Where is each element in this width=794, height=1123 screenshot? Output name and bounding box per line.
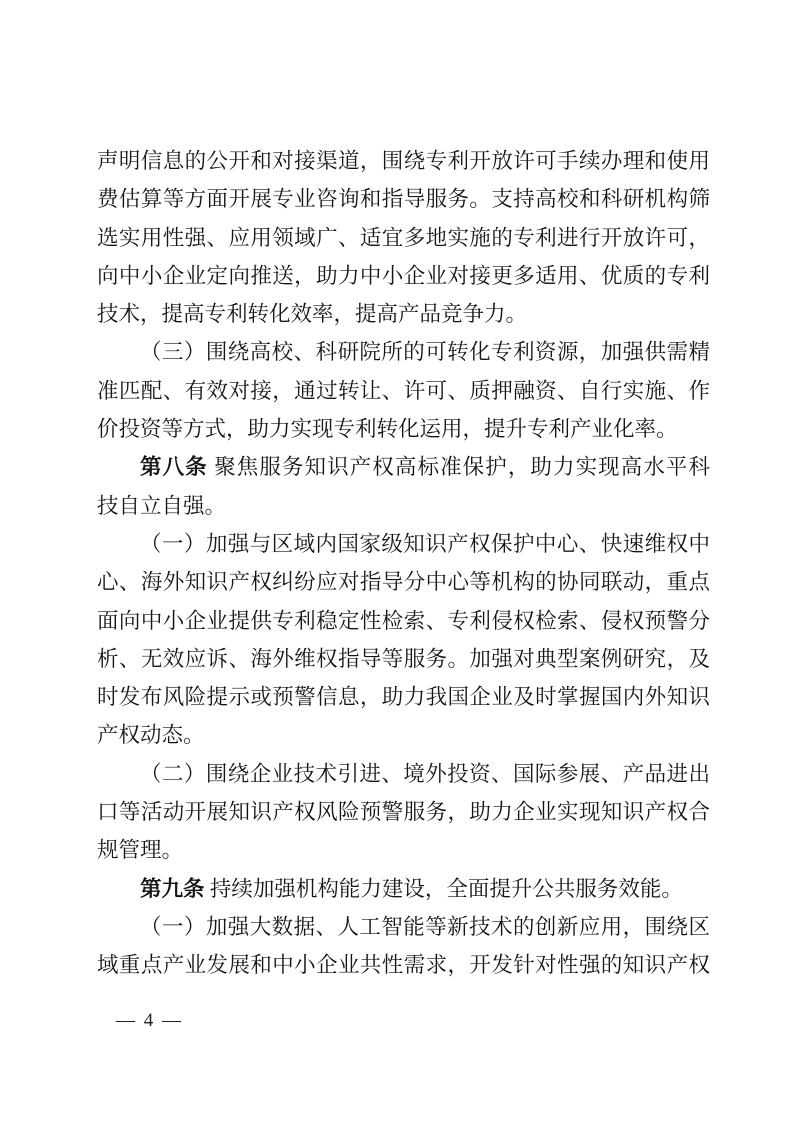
text-run: 技术，提高专利转化效率，提高产品竞争力。	[97, 302, 528, 327]
text-run: （三）围绕高校、科研院所的可转化专利资源，加强供需精	[140, 340, 710, 365]
text-run: 时发布风险提示或预警信息，助力我国企业及时掌握国内外知识	[97, 685, 710, 710]
text-run: 析、无效应诉、海外维权指导等服务。加强对典型案例研究，及	[97, 646, 710, 671]
document-line	[97, 563, 710, 601]
document-line	[97, 831, 710, 869]
document-line	[97, 487, 710, 525]
text-run: （一）加强大数据、人工智能等新技术的创新应用，围绕区	[140, 914, 710, 939]
document-line	[97, 180, 710, 218]
text-run: 产权动态。	[97, 723, 205, 748]
text-run: 技自立自强。	[97, 493, 227, 518]
article-heading: 第九条	[140, 876, 205, 901]
document-line	[97, 257, 710, 295]
document-line	[97, 410, 710, 448]
document-line	[97, 793, 710, 831]
document-line	[97, 142, 710, 180]
document-line	[97, 448, 710, 486]
text-run: 聚焦服务知识产权高标准保护，助力实现高水平科	[207, 455, 710, 480]
article-heading: 第八条	[140, 455, 208, 480]
document-line	[97, 678, 710, 716]
text-run: 选实用性强、应用领域广、适宜多地实施的专利进行开放许可，	[97, 225, 710, 250]
document-line	[97, 525, 710, 563]
document-line	[97, 602, 710, 640]
text-run: 向中小企业定向推送，助力中小企业对接更多适用、优质的专利	[97, 263, 710, 288]
text-run: （一）加强与区域内国家级知识产权保护中心、快速维权中	[140, 531, 710, 556]
document-line	[97, 716, 710, 754]
document-line	[97, 870, 710, 908]
document-body	[97, 142, 710, 985]
document-line	[97, 755, 710, 793]
text-run: 费估算等方面开展专业咨询和指导服务。支持高校和科研机构筛	[97, 187, 710, 212]
text-run: 域重点产业发展和中小企业共性需求，开发针对性强的知识产权	[97, 953, 710, 978]
document-line	[97, 908, 710, 946]
text-run: （二）围绕企业技术引进、境外投资、国际参展、产品进出	[140, 761, 710, 786]
document-line	[97, 333, 710, 371]
document-line	[97, 640, 710, 678]
document-line	[97, 219, 710, 257]
text-run: 价投资等方式，助力实现专利转化运用，提升专利产业化率。	[97, 417, 678, 442]
text-run: 声明信息的公开和对接渠道，围绕专利开放许可手续办理和使用	[97, 149, 710, 173]
document-line	[97, 372, 710, 410]
page-number: — 4 —	[116, 1010, 183, 1031]
text-run: 规管理。	[97, 838, 184, 863]
text-run: 准匹配、有效对接，通过转让、许可、质押融资、自行实施、作	[97, 378, 710, 403]
text-run: 口等活动开展知识产权风险预警服务，助力企业实现知识产权合	[97, 800, 710, 825]
text-run: 心、海外知识产权纠纷应对指导分中心等机构的协同联动，重点	[97, 570, 710, 595]
document-line	[97, 946, 710, 984]
text-run: 面向中小企业提供专利稳定性检索、专利侵权检索、侵权预警分	[97, 608, 710, 633]
document-line	[97, 295, 710, 333]
text-run: 持续加强机构能力建设，全面提升公共服务效能。	[204, 876, 683, 901]
